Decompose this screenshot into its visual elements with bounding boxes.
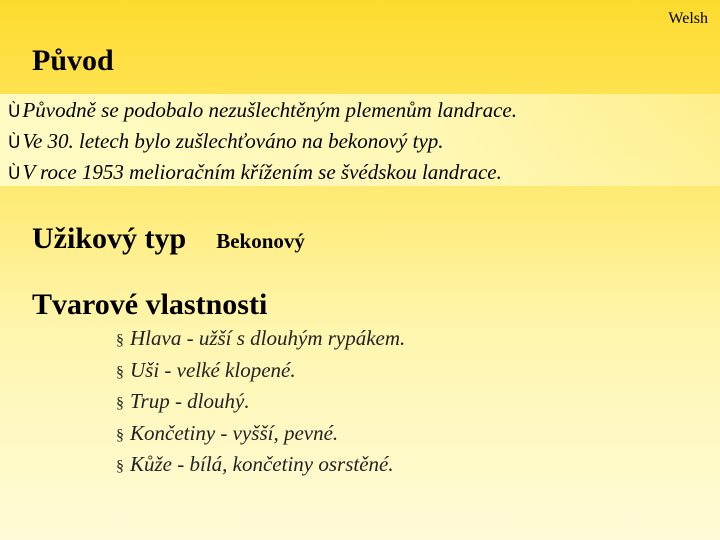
arrow-bullet-icon: Ù (8, 133, 21, 153)
shape-item (116, 450, 405, 482)
shape-item-text: Hlava - užší s dlouhým rypákem. (130, 326, 406, 350)
shape-item-text: Trup - dlouhý. (130, 389, 250, 413)
shape-item-text: Končetiny - vyšší, pevné. (130, 420, 339, 445)
origin-item-text: Ve 30. letech bylo zušlechťováno na bekonový typ. (22, 129, 444, 153)
origin-heading: Původ (32, 44, 114, 77)
origin-item (8, 96, 517, 127)
origin-list (8, 96, 517, 189)
breed-name-label: Welsh (668, 10, 708, 27)
origin-item-text: V roce 1953 melioračním křížením se švédskou landrace. (22, 160, 502, 184)
section-bullet-icon: § (116, 332, 124, 349)
arrow-bullet-icon: Ù (8, 102, 21, 122)
use-type-label: Užikový typ (32, 222, 187, 255)
shape-item-text: Kůže - bílá, končetiny osrstěné. (130, 452, 394, 476)
section-bullet-icon: § (116, 363, 124, 381)
section-bullet-icon: § (116, 426, 124, 444)
shape-item-text: Uši - velké klopené. (130, 357, 296, 382)
arrow-bullet-icon: Ù (8, 164, 21, 184)
use-type-row (32, 222, 305, 256)
use-type-value: Bekonový (216, 229, 305, 253)
shape-item (116, 324, 405, 356)
origin-item-text: Původně se podobalo nezušlechtěným plemenům landrace. (22, 98, 517, 122)
shape-list (116, 324, 405, 482)
origin-item (8, 127, 517, 158)
shape-item (116, 419, 405, 451)
origin-item (8, 158, 517, 189)
shape-heading: Tvarové vlastnosti (32, 288, 268, 321)
shape-item (116, 356, 405, 388)
shape-item (116, 387, 405, 419)
section-bullet-icon: § (116, 458, 124, 475)
section-bullet-icon: § (116, 395, 124, 412)
